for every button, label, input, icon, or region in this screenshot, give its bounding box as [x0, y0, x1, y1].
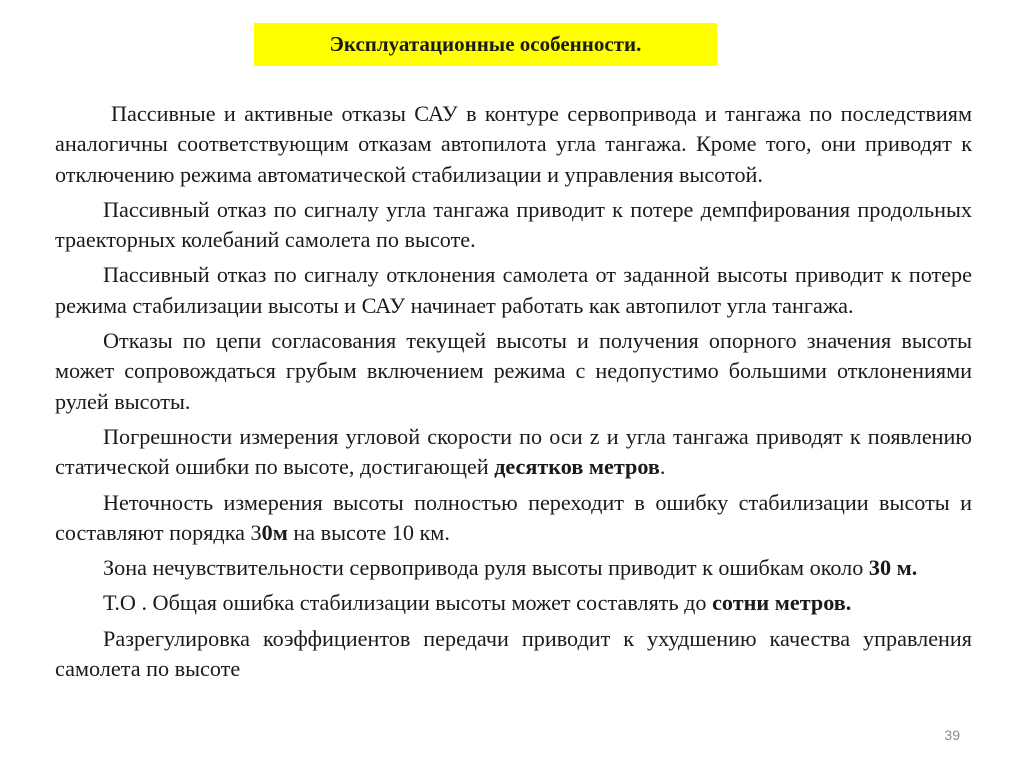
paragraph	[55, 588, 972, 618]
paragraph-bold-text: десятков метров	[494, 454, 660, 480]
paragraph	[55, 326, 972, 417]
paragraph-bold-text: 30 м.	[868, 555, 918, 581]
slide-title: Эксплуатационные особенности.	[329, 32, 642, 56]
paragraph-text-end: на высоте 10 км.	[287, 519, 450, 545]
page-number: 39	[944, 727, 960, 743]
paragraph-text: Пассивные и активные отказы САУ в контуре сервопривода и тангажа по последствиям аналогичны соответствующим отказам автопилота угла тангажа. Кроме того, они приводят к отключению режима автоматической стабилизации и управления высотой.	[55, 101, 972, 187]
paragraph-text: Разрегулировка коэффициентов передачи приводит к ухудшению качества управления самолета по высоте	[55, 625, 972, 682]
paragraph	[55, 195, 972, 256]
paragraph	[55, 422, 972, 483]
paragraph-text: Погрешности измерения угловой скорости по оси z и угла тангажа приводят к появлению статической ошибки по высоте, достигающей	[55, 423, 972, 480]
paragraph-text: Отказы по цепи согласования текущей высоты и получения опорного значения высоты может сопровождаться грубым включением режима с недопустимо большими отклонениями рулей высоты.	[55, 328, 972, 414]
paragraph-text: Т.О . Общая ошибка стабилизации высоты может составлять до	[103, 590, 713, 616]
paragraph-text: Зона нечувствительности сервопривода руля высоты приводит к ошибкам около	[103, 555, 869, 581]
paragraph	[55, 99, 972, 190]
paragraph-bold-text: сотни метров.	[712, 590, 852, 616]
paragraph-bold-text: 0м	[261, 519, 288, 545]
paragraph	[55, 553, 972, 583]
paragraph-text: Пассивный отказ по сигналу угла тангажа приводит к потере демпфирования продольных траекторных колебаний самолета по высоте.	[55, 196, 972, 253]
paragraph-text-end: .	[659, 454, 666, 480]
slide-title-banner	[254, 23, 717, 66]
paragraph	[55, 260, 972, 321]
paragraph	[55, 488, 972, 549]
paragraph	[55, 624, 972, 685]
paragraph-text: Неточность измерения высоты полностью переходит в ошибку стабилизации высоты и составляют порядка 3	[55, 489, 972, 545]
paragraph-text: Пассивный отказ по сигналу отклонения самолета от заданной высоты приводит к потере режима стабилизации высоты и САУ начинает работать как автопилот угла тангажа.	[55, 262, 972, 318]
slide-body	[55, 99, 972, 689]
